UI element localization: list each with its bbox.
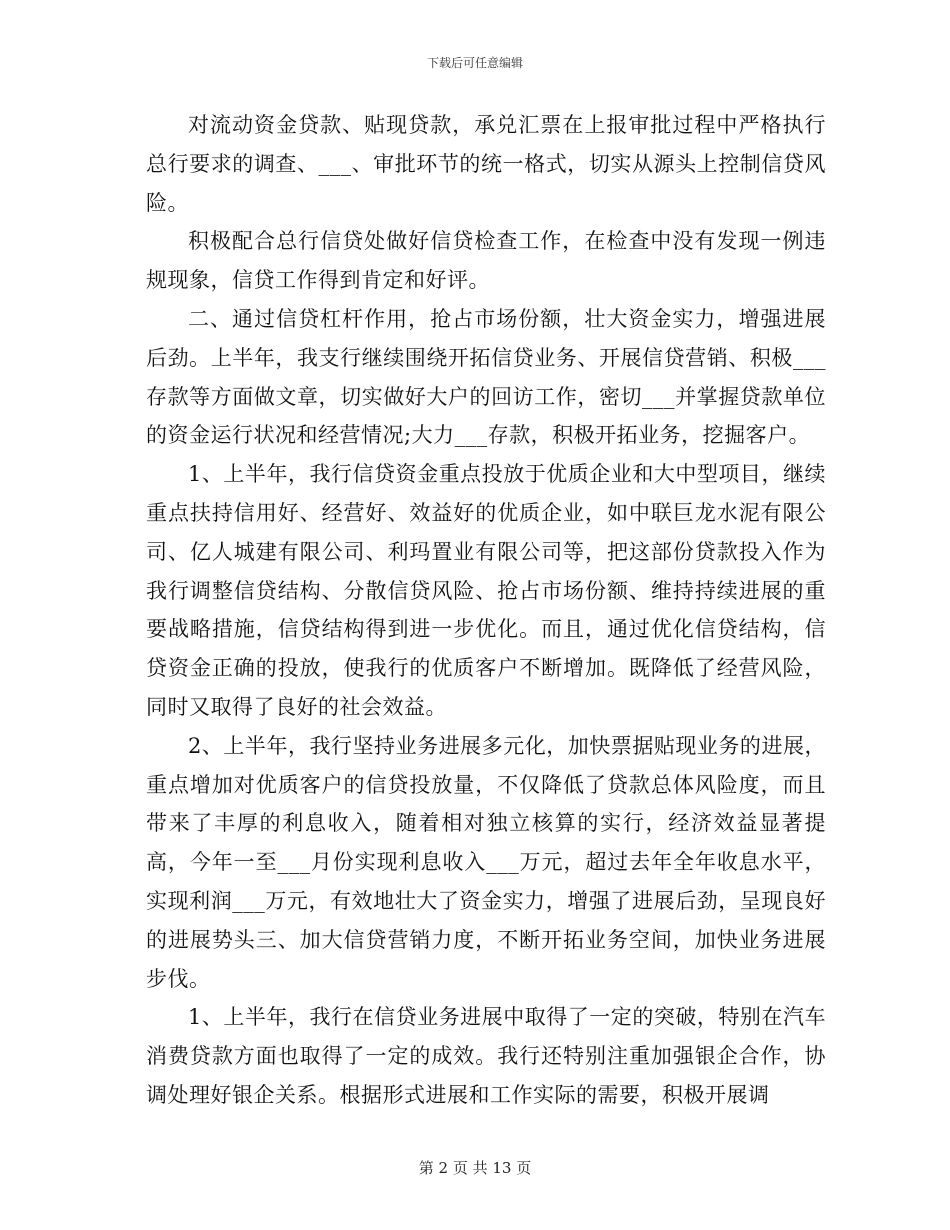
- document-body: [146, 106, 826, 1115]
- paragraph-3: 二、通过信贷杠杆作用，抢占市场份额，壮大资金实力，增强进展后劲。上半年，我支行继续围绕开拓信贷业务、开展信贷营销、积极___存款等方面做文章，切实做好大户的回访工作，密切___并掌握贷款单位的资金运行状况和经营情况;大力___存款，积极开拓业务，挖掘客户。: [146, 306, 826, 448]
- paragraph-6: 1、上半年，我行在信贷业务进展中取得了一定的突破，特别在汽车消费贷款方面也取得了一定的成效。我行还特别注重加强银企合作，协调处理好银企关系。根据形式进展和工作实际的需要，积极开展调: [146, 1005, 826, 1107]
- paragraph-4: 1、上半年，我行信贷资金重点投放于优质企业和大中型项目，继续重点扶持信用好、经营好、效益好的优质企业，如中联巨龙水泥有限公司、亿人城建有限公司、利玛置业有限公司等，把这部份贷款投入作为我行调整信贷结构、分散信贷风险、抢占市场份额、维持持续进展的重要战略措施，信贷结构得到进一步优化。而且，通过优化信贷结构，信贷资金正确的投放，使我行的优质客户不断增加。既降低了经营风险，同时又取得了良好的社会效益。: [146, 462, 826, 719]
- paragraph-1: 对流动资金贷款、贴现贷款，承兑汇票在上报审批过程中严格执行总行要求的调查、___、审批环节的统一格式，切实从源头上控制信贷风险。: [146, 113, 826, 215]
- page-header-note: 下载后可任意编辑: [426, 56, 523, 70]
- paragraph-2: 积极配合总行信贷处做好信贷检查工作，在检查中没有发现一例违规现象，信贷工作得到肯定和好评。: [146, 229, 826, 293]
- paragraph-5: 2、上半年，我行坚持业务进展多元化，加快票据贴现业务的进展，重点增加对优质客户的信贷投放量，不仅降低了贷款总体风险度，而且带来了丰厚的利息收入，随着相对独立核算的实行，经济效益显著提高，今年一至___月份实现利息收入___万元，超过去年全年收息水平，实现利润___万元，有效地壮大了资金实力，增强了进展后劲，呈现良好的进展势头三、加大信贷营销力度，不断开拓业务空间，加快业务进展步伐。: [146, 733, 826, 991]
- page-number: 第 2 页 共 13 页: [418, 1159, 532, 1177]
